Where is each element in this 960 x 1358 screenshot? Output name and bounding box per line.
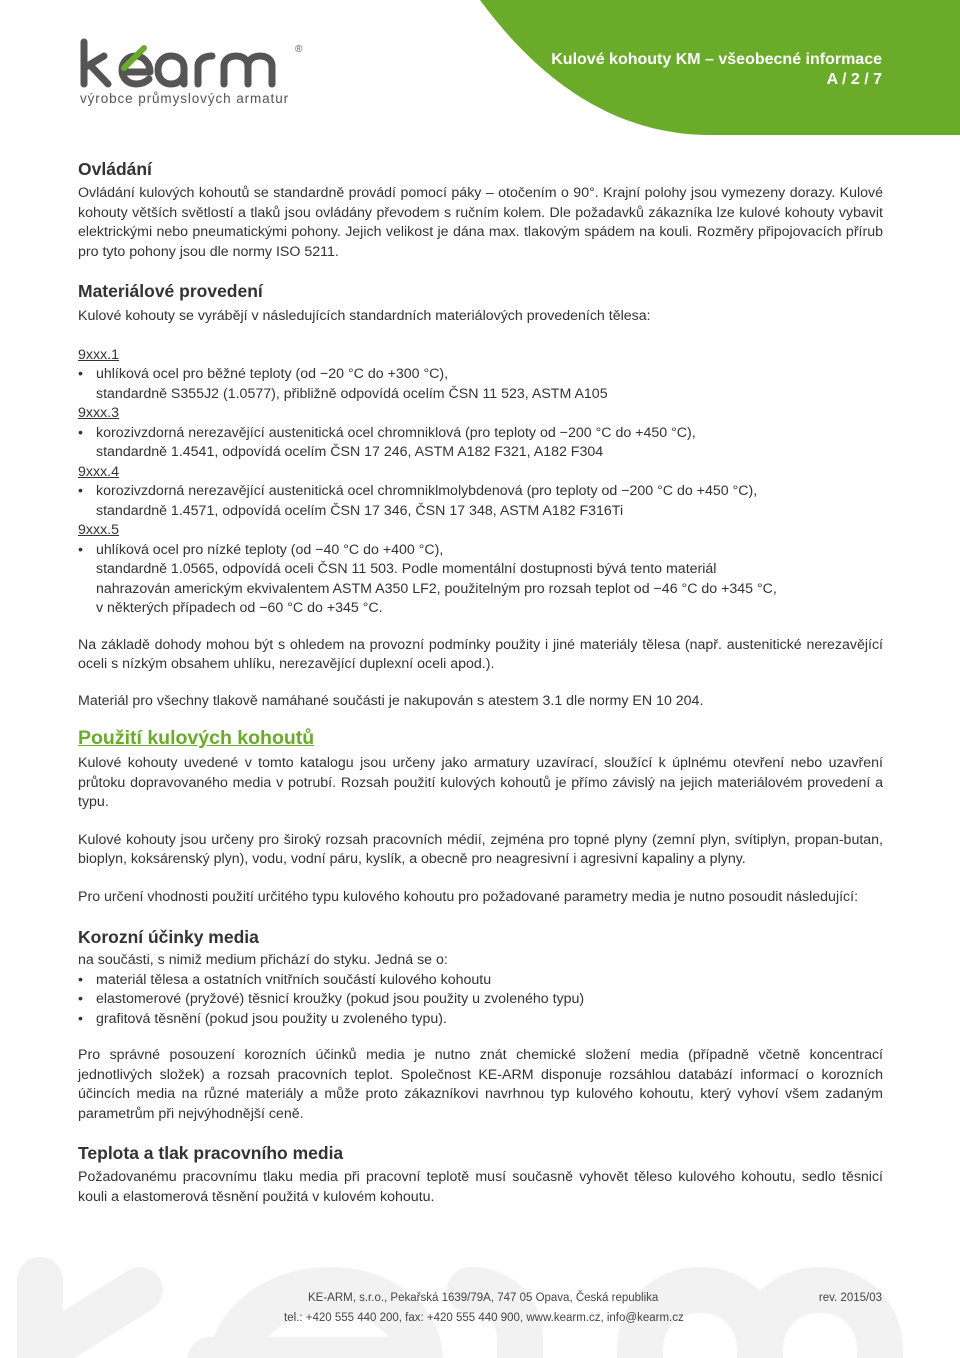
list-item: • grafitová těsnění (pokud jsou použity u zvoleného typu). (78, 1010, 883, 1030)
logo-watermark (0, 1250, 960, 1358)
heading-ovladani: Ovládání (78, 159, 152, 179)
material-item: • korozivzdorná nerezavějící austenitická ocel chromniklová (pro teploty od −200 °C do +450 °C), standardně 1.4541, odpovídá ocelím ČSN 17 246, ASTM A182 F321, A182 F304 (78, 424, 883, 463)
material-code: 9xxx.4 (78, 463, 120, 480)
material-item: • korozivzdorná nerezavějící austenitická ocel chromniklmolybdenová (pro teploty od −200 °C do +450 °C), standardně 1.4571, odpovídá ocelím ČSN 17 346, ČSN 17 348, ASTM A182 F316Ti (78, 482, 883, 521)
footer-address: KE-ARM, s.r.o., Pekařská 1639/79A, 747 05 Opava, Česká republika (308, 1292, 659, 1304)
list-item: • materiál tělesa a ostatních vnitřních součástí kulového kohoutu (78, 971, 883, 991)
material-code: 9xxx.3 (78, 405, 120, 421)
kearm-logo (78, 38, 318, 106)
registered-mark: ® (295, 44, 303, 55)
paragraph-certificate: Materiál pro všechny tlakově namáhané součásti je nakupován s atestem 3.1 dle normy EN 10 204. (78, 692, 704, 709)
list-item: • elastomerové (pryžové) těsnicí kroužky (pokud jsou použity u zvoleného typu) (78, 990, 883, 1010)
logo-tagline: výrobce průmyslových armatur (80, 91, 290, 106)
page-reference: A / 2 / 7 (826, 71, 882, 88)
footer-revision: rev. 2015/03 (818, 1292, 882, 1304)
paragraph-pouziti-3: Pro určení vhodnosti použití určitého typu kulového kohoutu pro požadované parametry media je nutno posoudit následující: (78, 888, 859, 905)
heading-teplota: Teplota a tlak pracovního media (78, 1143, 344, 1163)
paragraph-material-intro: Kulové kohouty se vyrábějí v následujících standardních materiálových provedeních tělesa: (78, 308, 651, 324)
paragraph-ovladani: Ovládání kulových kohoutů se standardně provádí pomocí páky – otočením o 90°. Krajní polohy jsou vymezeny dorazy. Kulové kohouty větších světlostí a tlaků jsou ovládány převodem s ručním kolem. Dle požadavků zákazníka lze kulové kohouty vybavit elektrickými nebo pneumatickými pohony. Jejich velikost je dána max. tlakovým spádem na kouli. Rozměry připojovacích přírub pro tyto pohony jsou dle normy ISO 5211. (78, 185, 883, 260)
logo-wordmark (78, 38, 318, 90)
material-code: 9xxx.5 (78, 522, 120, 538)
header-info (551, 50, 882, 90)
paragraph-korozni-intro: na součásti, s nimiž medium přichází do styku. Jedná se o: (78, 952, 448, 968)
paragraph-pouziti-1: Kulové kohouty uvedené v tomto katalogu jsou určeny jako armatury uzavírací, sloužící k úplnému otevření nebo uzavření průtoku dopravovaného media v potrubí. Rozsah použití kulových kohoutů je přímo závislý na jejich materiálovém provedení a typu. (78, 755, 883, 810)
material-code: 9xxx.1 (78, 346, 120, 363)
material-item: • uhlíková ocel pro běžné teploty (od −20 °C do +300 °C), standardně S355J2 (1.0577), přibližně odpovídá ocelím ČSN 11 523, ASTM A105 (78, 365, 883, 404)
main-content (78, 158, 883, 1207)
material-list (78, 346, 883, 619)
document-title: Kulové kohouty KM – všeobecné informace (551, 51, 882, 68)
material-item: • uhlíková ocel pro nízké teploty (od −40 °C do +400 °C), standardně 1.0565, odpovídá oceli ČSN 11 503. Podle momentální dostupnosti bývá tento materiál nahrazován americkým ekvivalentem ASTM A350 LF2, použitelným pro rozsah teplot od −46 °C do +345 °C, v některých případech od −60 °C do +345 °C. (78, 541, 883, 619)
paragraph-pouziti-2: Kulové kohouty jsou určeny pro široký rozsah pracovních médií, zejména pro topné plyny (zemní plyn, svítiplyn, propan-butan, bioplyn, koksárenský plyn), vodu, vodní páru, kyslík, a obecně pro neagresivní i agresivní kapaliny a plyny. (78, 831, 883, 867)
paragraph-teplota: Požadovanému pracovnímu tlaku media při pracovní teplotě musí současně vyhovět těleso kulového kohoutu, sedlo těsnicí kouli a elastomerová těsnění použitá v kulovém kohoutu. (78, 1169, 883, 1205)
heading-korozni: Korozní účinky media (78, 927, 259, 947)
paragraph-agreement: Na základě dohody mohou být s ohledem na provozní podmínky použity i jiné materiály tělesa (např. austenitické nerezavějící oceli s nízkým obsahem uhlíku, nerezavějící duplexní oceli apod.). (78, 636, 883, 672)
footer-contact: tel.: +420 555 440 200, fax: +420 555 440 900, www.kearm.cz, info@kearm.cz (284, 1312, 684, 1324)
heading-material: Materiálové provedení (78, 281, 263, 301)
heading-pouziti: Použití kulových kohoutů (78, 727, 315, 749)
paragraph-korozni: Pro správné posouzení korozních účinků media je nutno znát chemické složení media (případně včetně koncentrací jednotlivých složek) a rozsah pracovních teplot. Společnost KE-ARM disponuje rozsáhlou databází informací o korozních účincích media na různé materiály a může proto zákazníkovi navrhnou typ kulového kohoutu, který vyhoví všem zadaným parametrům při nejvýhodnější ceně. (78, 1047, 883, 1122)
korozni-list (78, 971, 883, 1030)
